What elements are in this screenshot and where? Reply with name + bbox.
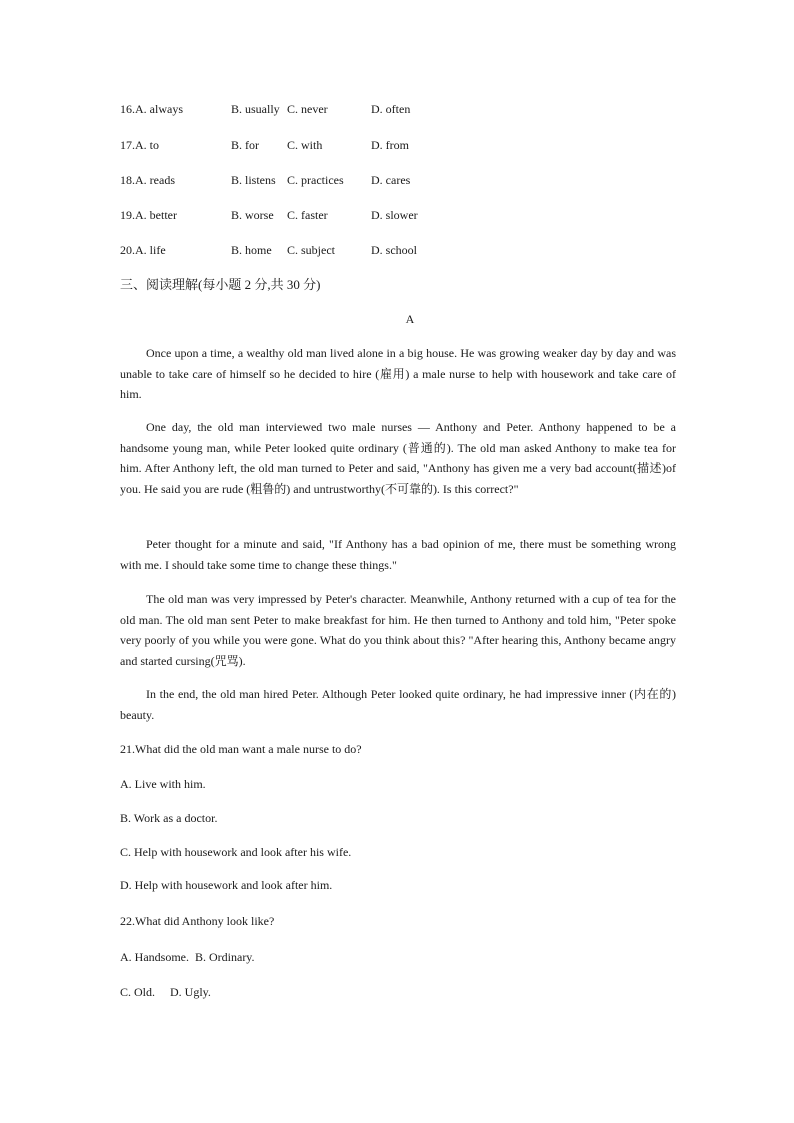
- passage-paragraph: The old man was very impressed by Peter's character. Meanwhile, Anthony returned with a cup of tea for the old man. The old man sent Peter to make breakfast for him. He then turned to Anthony and told him, "Peter spoke very poorly of you while you were gone. What do you think about this? "After hearing this, Anthony became angry and started cursing(咒骂).: [120, 592, 676, 668]
- passage-label: A: [405, 312, 415, 326]
- passage-paragraph: In the end, the old man hired Peter. Although Peter looked quite ordinary, he had impressive inner (内在的) beauty.: [120, 687, 676, 722]
- option-d: D. from: [371, 138, 409, 152]
- section-heading: 三、阅读理解(每小题 2 分,共 30 分): [120, 277, 321, 292]
- option-b: B. for: [231, 138, 259, 152]
- option-b: B. worse: [231, 208, 274, 222]
- option-a: 17.A. to: [120, 138, 159, 152]
- option-a: 20.A. life: [120, 243, 166, 257]
- passage-paragraph: Once upon a time, a wealthy old man lived alone in a big house. He was growing weaker day by day and was unable to take care of himself so he decided to hire (雇用) a male nurse to help with housework and take care of him.: [120, 346, 676, 402]
- option-b: B. home: [231, 243, 272, 257]
- option-d: D. cares: [371, 173, 411, 187]
- answer-option: C. Help with housework and look after his wife.: [120, 845, 352, 859]
- answer-options-cd: C. Old. D. Ugly.: [120, 985, 211, 999]
- answer-option: B. Work as a doctor.: [120, 811, 218, 825]
- answer-option: D. Help with housework and look after him.: [120, 878, 333, 892]
- option-c: C. with: [287, 138, 323, 152]
- option-c: C. never: [287, 102, 328, 116]
- option-a: 16.A. always: [120, 102, 183, 116]
- option-d: D. school: [371, 243, 417, 257]
- passage-paragraph: Peter thought for a minute and said, "If Anthony has a bad opinion of me, there must be something wrong with me. I should take some time to change these things.": [120, 537, 676, 572]
- option-b: B. listens: [231, 173, 276, 187]
- option-c: C. subject: [287, 243, 335, 257]
- option-d: D. often: [371, 102, 411, 116]
- option-b: B. usually: [231, 102, 280, 116]
- option-d: D. slower: [371, 208, 418, 222]
- question-stem: 22.What did Anthony look like?: [120, 914, 275, 928]
- question-stem: 21.What did the old man want a male nurse to do?: [120, 742, 362, 756]
- passage-paragraph: One day, the old man interviewed two male nurses — Anthony and Peter. Anthony happened to be a handsome young man, while Peter looked quite ordinary (普通的). The old man asked Anthony to make tea for him. After Anthony left, the old man turned to Peter and said, "Anthony has given me a very bad account(描述)of you. He said you are rude (粗鲁的) and untrustworthy(不可靠的). Is this correct?": [120, 420, 676, 496]
- answer-option: A. Live with him.: [120, 777, 206, 791]
- option-c: C. practices: [287, 173, 344, 187]
- answer-options-ab: A. Handsome. B. Ordinary.: [120, 950, 255, 964]
- option-a: 19.A. better: [120, 208, 177, 222]
- option-c: C. faster: [287, 208, 328, 222]
- option-a: 18.A. reads: [120, 173, 175, 187]
